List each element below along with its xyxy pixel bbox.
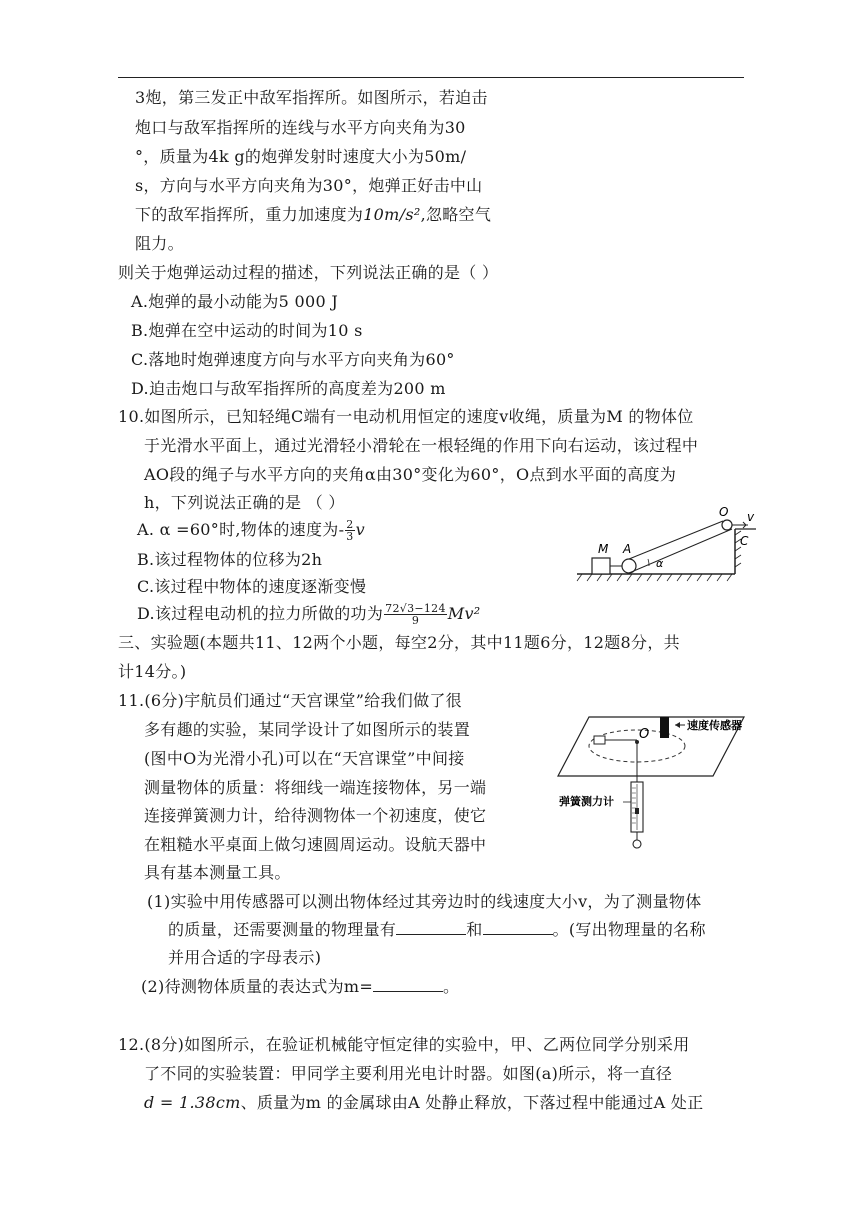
q10-option-b: B.该过程物体的位移为2h bbox=[137, 550, 323, 569]
object-block bbox=[594, 736, 605, 744]
q9-option-c: C.落地时炮弹速度方向与水平方向夹角为60° bbox=[131, 350, 455, 369]
q9-text-line: 3炮，第三发正中敌军指挥所。如图所示，若迫击 bbox=[135, 88, 488, 107]
q9-text-line: s，方向与水平方向夹角为30°，炮弹正好击中山 bbox=[135, 176, 483, 195]
block-M bbox=[592, 558, 610, 574]
q9-option-b: B.炮弹在空中运动的时间为10 s bbox=[131, 321, 363, 340]
header-rule bbox=[118, 77, 744, 78]
q9-text-line: 阻力。 bbox=[135, 234, 184, 253]
q12-text-line: d = 1.38cm、质量为m 的金属球由A 处静止释放，下落过程中能通过A 处正 bbox=[144, 1093, 704, 1112]
q11-text-line: 多有趣的实验，某同学设计了如图所示的装置 bbox=[144, 720, 471, 739]
label-A: A bbox=[623, 542, 632, 556]
q10-option-c: C.该过程中物体的速度逐渐变慢 bbox=[137, 577, 367, 596]
gravity-value: 10m/s² bbox=[363, 205, 421, 224]
q9-stem: 则关于炮弹运动过程的描述，下列说法正确的是（ ） bbox=[118, 263, 499, 282]
label-O: O bbox=[639, 727, 650, 742]
q11-text-line: 在粗糙水平桌面上做匀速圆周运动。设航天器中 bbox=[144, 835, 487, 854]
label-C: C bbox=[740, 534, 749, 548]
answer-blank-1[interactable] bbox=[396, 920, 466, 935]
section3-heading-cont: 计14分。) bbox=[118, 662, 187, 681]
q9-option-a: A.炮弹的最小动能为5 000 J bbox=[131, 292, 339, 311]
pulley-figure bbox=[572, 505, 762, 587]
label-M: M bbox=[598, 542, 609, 556]
label-sensor: 速度传感器 bbox=[687, 719, 742, 732]
q9-text-line: °，质量为4k g的炮弹发射时速度大小为50m/ bbox=[135, 147, 467, 166]
q11-sub1-line: 的质量，还需要测量的物理量有 和 。(写出物理量的名称 bbox=[168, 920, 706, 939]
label-O: O bbox=[719, 505, 729, 519]
q10-text-line: h，下列说法正确的是 （ ） bbox=[144, 493, 345, 512]
q9-option-d: D.迫击炮口与敌军指挥所的高度差为200 m bbox=[131, 379, 446, 398]
answer-blank-2[interactable] bbox=[483, 920, 553, 935]
label-spring-scale: 弹簧测力计 bbox=[559, 795, 614, 808]
q10-text-line: 10.如图所示，已知轻绳C端有一电动机用恒定的速度v收绳，质量为M 的物体位 bbox=[118, 407, 694, 426]
label-v: v bbox=[747, 510, 755, 524]
label-alpha: α bbox=[656, 557, 664, 570]
q9-text-line: 炮口与敌军指挥所的连线与水平方向夹角为30 bbox=[135, 118, 466, 137]
speed-sensor bbox=[660, 717, 669, 738]
q12-text-line: 了不同的实验装置：甲同学主要利用光电计时器。如图(a)所示，将一直径 bbox=[144, 1064, 673, 1083]
answer-blank-3[interactable] bbox=[373, 977, 443, 992]
q11-sub1-line: (1)实验中用传感器可以测出物体经过其旁边时的线速度大小v，为了测量物体 bbox=[147, 892, 702, 911]
q10-option-d: D.该过程电动机的拉力所做的功为 $\frac{72√3-124}{9}$ Mv² bbox=[137, 602, 481, 627]
section3-heading: 三、实验题(本题共11、12两个小题，每空2分，其中11题6分，12题8分，共 bbox=[118, 633, 680, 652]
q11-text-line: 连接弹簧测力计，给待测物体一个初速度，使它 bbox=[144, 806, 487, 825]
q11-text-line: (图中O为光滑小孔)可以在“天宫课堂”中间接 bbox=[144, 749, 465, 768]
q11-text-line: 具有基本测量工具。 bbox=[144, 863, 291, 882]
q11-text-line: 测量物体的质量：将细线一端连接物体，另一端 bbox=[144, 778, 487, 797]
q10-option-a: A. α =60°时,物体的速度为- $\frac{2}{3}$ v bbox=[137, 518, 365, 543]
q11-text-line: 11.(6分)宇航员们通过“天宫课堂”给我们做了很 bbox=[118, 691, 462, 710]
q11-sub2-line: (2)待测物体质量的表达式为m= 。 bbox=[141, 977, 460, 996]
q11-sub1-line: 并用合适的字母表示) bbox=[168, 948, 322, 967]
q10-text-line: AO段的绳子与水平方向的夹角α由30°变化为60°，O点到水平面的高度为 bbox=[144, 465, 677, 484]
q10-text-line: 于光滑水平面上，通过光滑轻小滑轮在一根轻绳的作用下向右运动，该过程中 bbox=[144, 436, 699, 455]
q9-text-line: 下的敌军指挥所，重力加速度为10m/s²,忽略空气 bbox=[135, 205, 492, 224]
pulley-O bbox=[722, 520, 732, 530]
space-mass-figure bbox=[555, 712, 760, 852]
diameter-value: d = 1.38cm bbox=[144, 1093, 241, 1112]
q12-text-line: 12.(8分)如图所示，在验证机械能守恒定律的实验中，甲、乙两位同学分别采用 bbox=[118, 1035, 690, 1054]
